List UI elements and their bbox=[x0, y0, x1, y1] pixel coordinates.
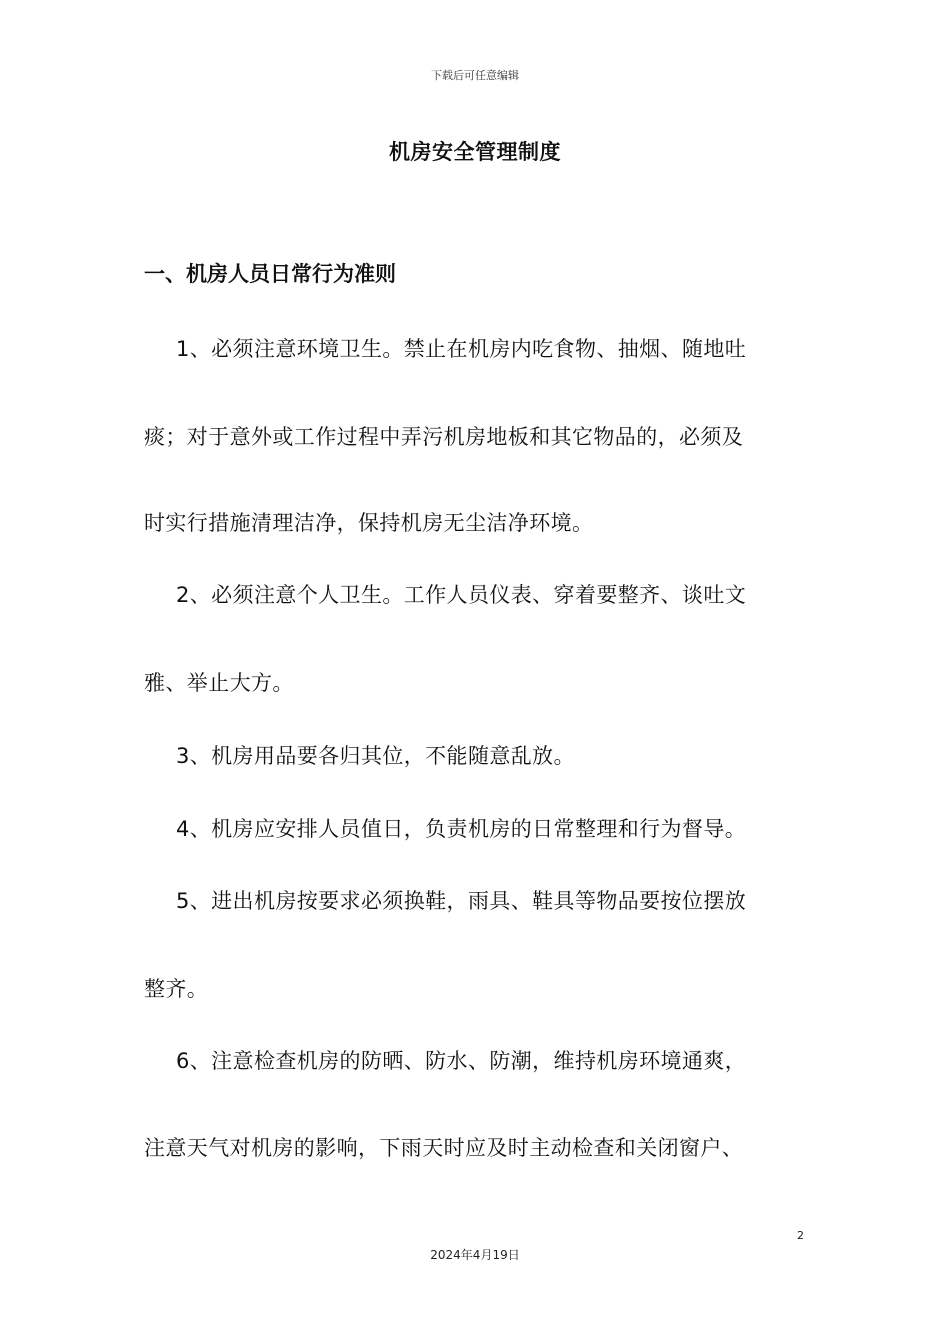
paragraph-line: 注意天气对机房的影响，下雨天时应及时主动检查和关闭窗户、 bbox=[144, 1136, 744, 1160]
paragraph-line: 2、必须注意个人卫生。工作人员仪表、穿着要整齐、谈吐文 bbox=[176, 583, 747, 607]
document-title: 机房安全管理制度 bbox=[389, 140, 561, 164]
section-heading: 一、机房人员日常行为准则 bbox=[144, 262, 396, 286]
paragraph-line: 整齐。 bbox=[144, 977, 209, 1001]
paragraph-line: 1、必须注意环境卫生。禁止在机房内吃食物、抽烟、随地吐 bbox=[176, 337, 747, 361]
paragraph-line: 雅、举止大方。 bbox=[144, 671, 294, 695]
paragraph-line: 时实行措施清理洁净，保持机房无尘洁净环境。 bbox=[144, 511, 594, 535]
page-number: 2 bbox=[797, 1229, 804, 1242]
footer-date: 2024年4月19日 bbox=[430, 1248, 520, 1262]
paragraph-line: 5、进出机房按要求必须换鞋，雨具、鞋具等物品要按位摆放 bbox=[176, 889, 747, 913]
paragraph-line: 6、注意检查机房的防晒、防水、防潮，维持机房环境通爽， bbox=[176, 1049, 747, 1073]
header-note: 下载后可任意编辑 bbox=[431, 69, 519, 82]
paragraph-line: 4、机房应安排人员值日，负责机房的日常整理和行为督导。 bbox=[176, 817, 747, 841]
paragraph-line: 痰；对于意外或工作过程中弄污机房地板和其它物品的，必须及 bbox=[144, 425, 744, 449]
paragraph-line: 3、机房用品要各归其位，不能随意乱放。 bbox=[176, 744, 575, 768]
